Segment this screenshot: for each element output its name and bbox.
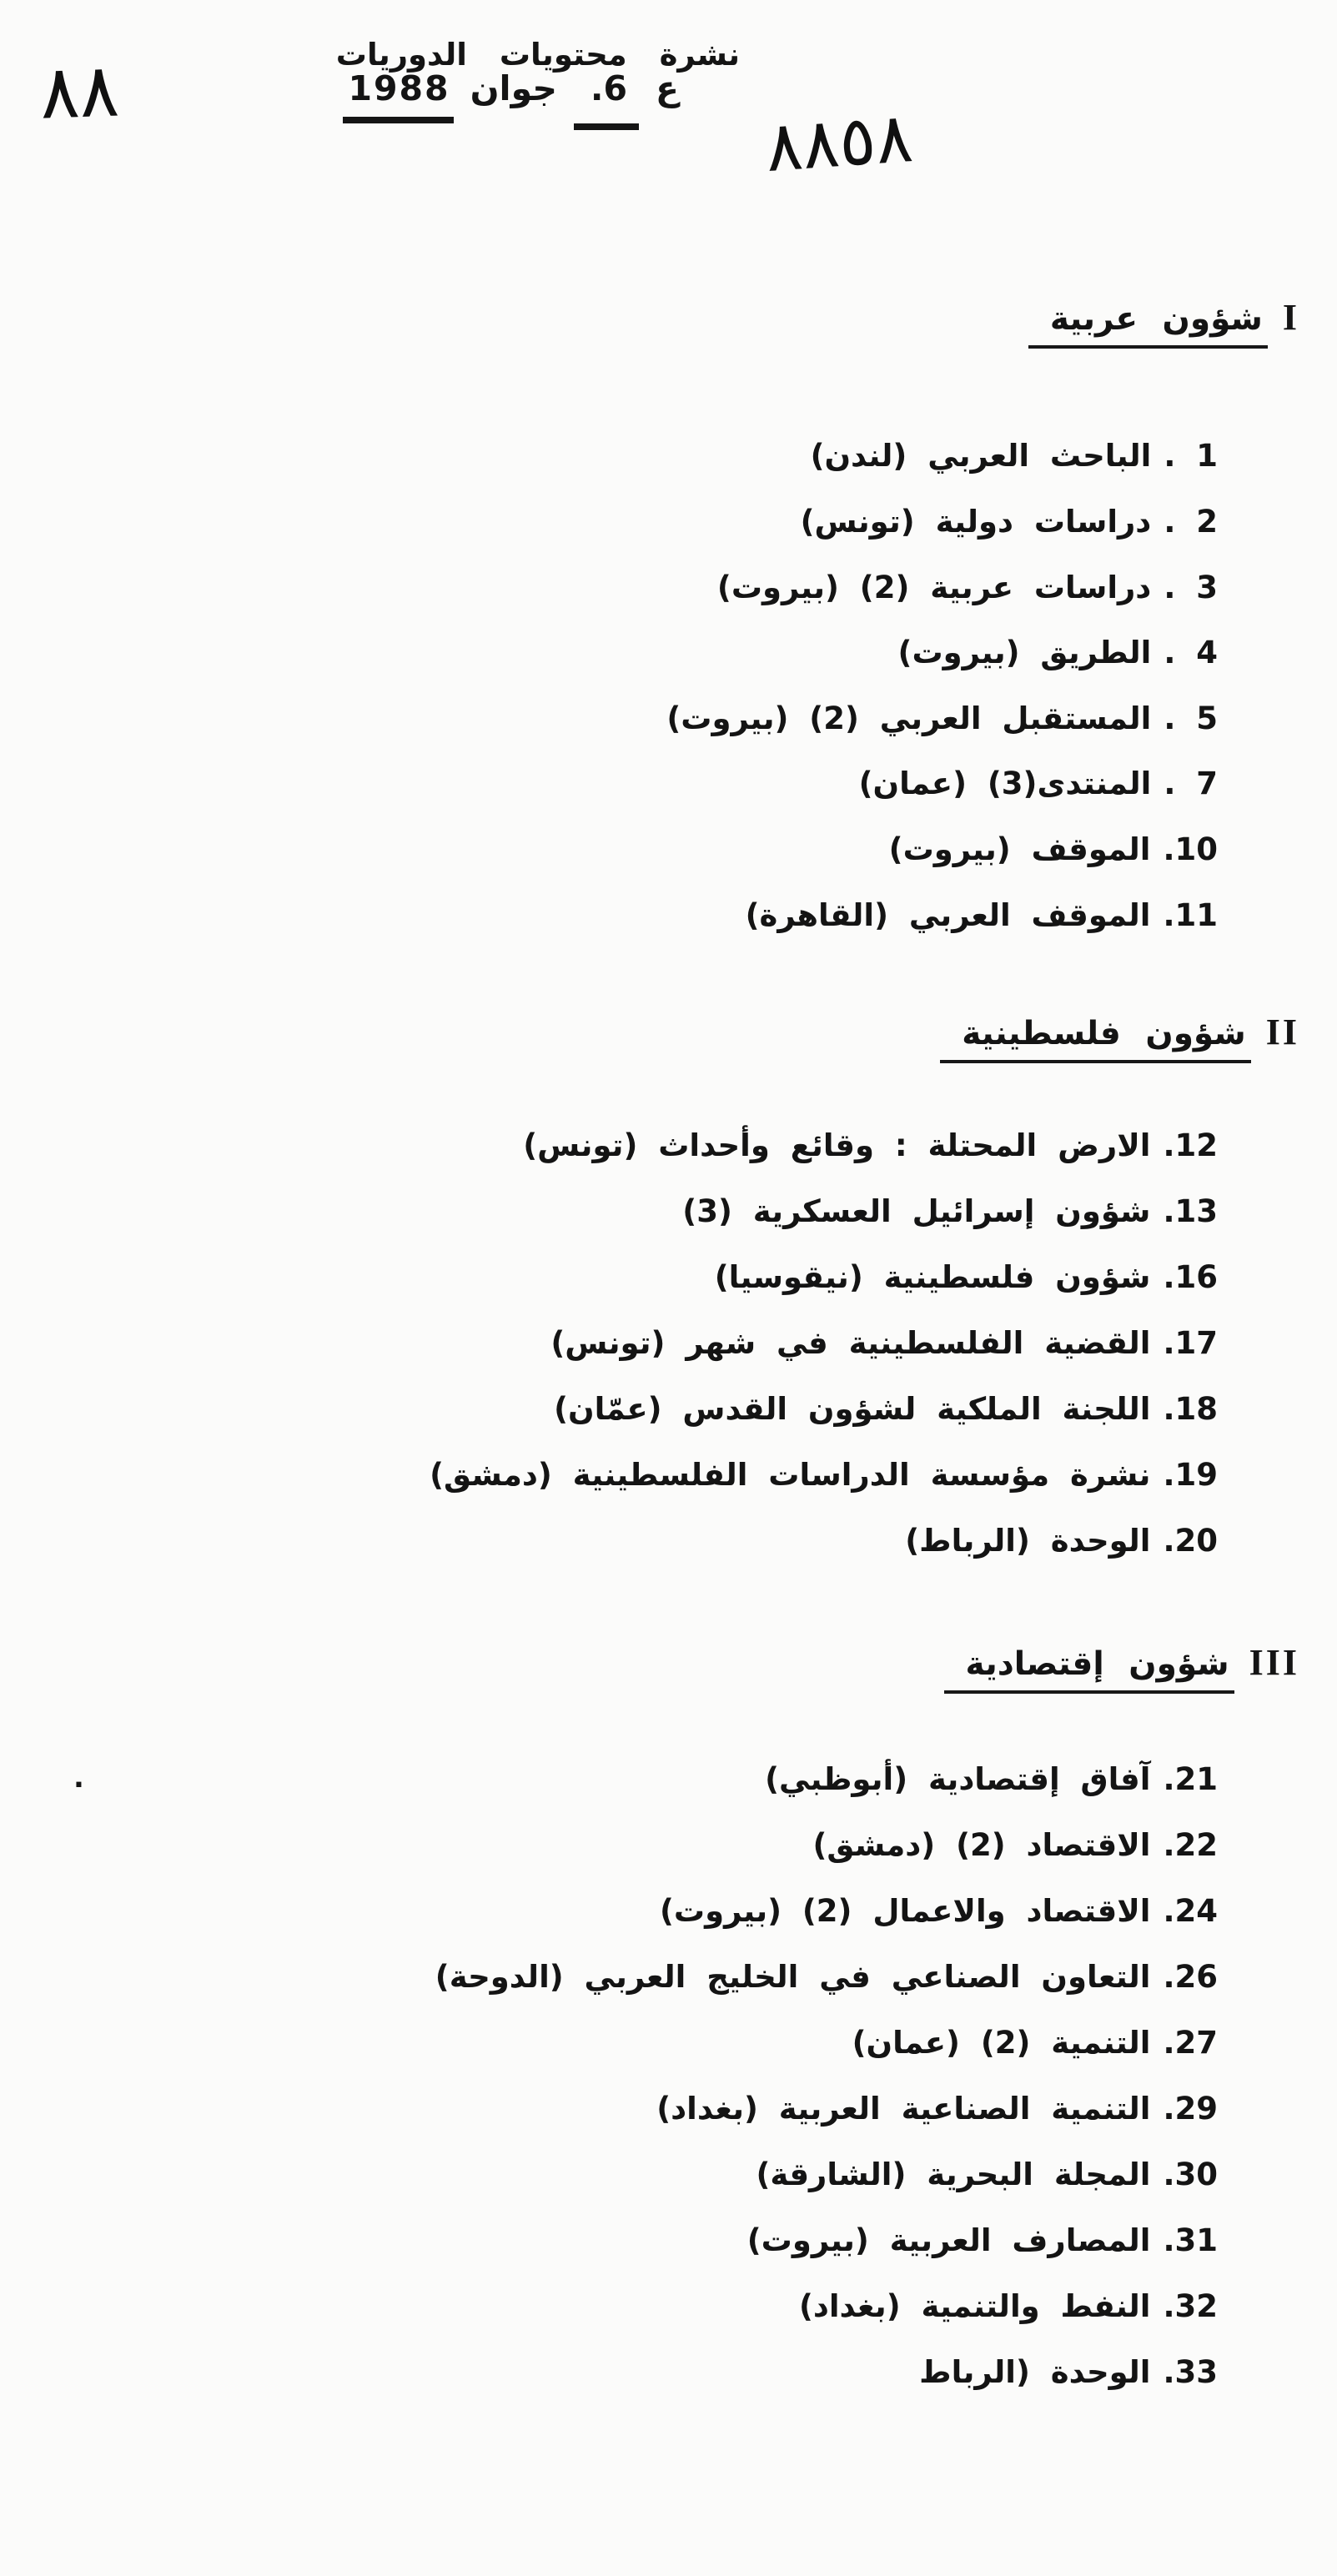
- item-number: 24.: [1163, 1893, 1218, 1929]
- item-title: الوحدة (الرباط: [919, 2354, 1151, 2390]
- toc-item: [660, 1893, 1218, 1929]
- toc-item: [682, 1193, 1218, 1229]
- section-numeral: III: [1249, 1642, 1299, 1683]
- item-title: آفاق إقتصادية (أبوظبي): [765, 1761, 1151, 1797]
- item-title: الوحدة (الرباط): [905, 1523, 1151, 1559]
- item-number: 30.: [1163, 2157, 1218, 2192]
- item-title: التعاون الصناعي في الخليج العربي (الدوحة): [435, 1959, 1151, 1995]
- item-number: 17.: [1163, 1325, 1218, 1361]
- toc-item: [747, 2222, 1218, 2258]
- item-title: شؤون فلسطينية (نيقوسيا): [714, 1259, 1151, 1295]
- handwritten-number-right: ٨٨٥٨: [762, 98, 916, 188]
- issue-year: 1988: [343, 68, 453, 123]
- section-title: شؤون عربية: [1028, 300, 1268, 349]
- item-title: دراسات دولية (تونس): [800, 504, 1152, 540]
- item-title: المجلة البحرية (الشارقة): [756, 2157, 1151, 2192]
- toc-item: [898, 635, 1218, 670]
- section-heading-palestinian-affairs: [940, 1011, 1299, 1063]
- toc-item: [430, 1457, 1218, 1493]
- item-number: 33.: [1163, 2354, 1218, 2390]
- item-title: الارض المحتلة : وقائع وأحداث (تونس): [523, 1127, 1151, 1163]
- item-title: شؤون إسرائيل العسكرية (3): [682, 1193, 1151, 1229]
- issue-prefix: ع: [655, 68, 679, 108]
- item-number: 5 .: [1164, 700, 1218, 736]
- item-number: 3 .: [1164, 570, 1218, 605]
- item-number: 16.: [1163, 1259, 1218, 1295]
- item-title: اللجنة الملكية لشؤون القدس (عمّان): [554, 1391, 1151, 1427]
- toc-item: [812, 1827, 1218, 1863]
- item-number: 12.: [1163, 1127, 1218, 1163]
- item-number: 21.: [1163, 1761, 1218, 1797]
- item-number: 26.: [1163, 1959, 1218, 1995]
- toc-item: [801, 504, 1218, 540]
- item-title: الباحث العربي (لندن): [810, 438, 1152, 474]
- toc-item: [905, 1523, 1218, 1559]
- item-title: القضية الفلسطينية في شهر (تونس): [550, 1325, 1151, 1361]
- section-numeral: II: [1265, 1012, 1299, 1052]
- item-number: 29.: [1163, 2091, 1218, 2127]
- toc-item: [523, 1127, 1218, 1163]
- item-number: 18.: [1163, 1391, 1218, 1427]
- item-number: 4 .: [1164, 635, 1218, 670]
- item-title: النفط والتنمية (بغداد): [798, 2288, 1151, 2324]
- item-title: المستقبل العربي (2) (بيروت): [666, 700, 1152, 736]
- toc-item: [852, 2025, 1218, 2061]
- toc-item: [717, 570, 1218, 605]
- toc-item: [765, 1761, 1218, 1797]
- item-number: 27.: [1163, 2025, 1218, 2061]
- item-number: 7 .: [1164, 766, 1218, 801]
- toc-item: [756, 2157, 1218, 2192]
- toc-item: [811, 438, 1218, 474]
- item-title: المنتدى(3) (عمان): [858, 766, 1152, 801]
- issue-line: [343, 68, 679, 130]
- item-title: نشرة مؤسسة الدراسات الفلسطينية (دمشق): [430, 1457, 1151, 1493]
- toc-item: [666, 700, 1218, 736]
- section-heading-arab-affairs: [1028, 296, 1299, 349]
- stray-dot-mark: .: [73, 1761, 84, 1795]
- item-title: الاقتصاد والاعمال (2) (بيروت): [659, 1893, 1151, 1929]
- toc-item: [656, 2091, 1218, 2127]
- item-number: 10.: [1163, 831, 1218, 867]
- item-number: 13.: [1163, 1193, 1218, 1229]
- section-title: شؤون إقتصادية: [944, 1645, 1234, 1694]
- issue-month: جوان: [470, 68, 557, 108]
- section-title: شؤون فلسطينية: [940, 1015, 1250, 1063]
- item-number: 31.: [1163, 2222, 1218, 2258]
- item-title: المصارف العربية (بيروت): [746, 2222, 1151, 2258]
- issue-number: 6.: [574, 68, 639, 130]
- section-heading-economic-affairs: [944, 1641, 1300, 1694]
- item-number: 22.: [1163, 1827, 1218, 1863]
- toc-item: [799, 2288, 1218, 2324]
- item-title: التنمية الصناعية العربية (بغداد): [656, 2091, 1151, 2127]
- section-numeral: I: [1282, 297, 1299, 338]
- item-number: 32.: [1163, 2288, 1218, 2324]
- toc-item: [435, 1959, 1218, 1995]
- toc-item: [554, 1391, 1218, 1427]
- item-number: 19.: [1163, 1457, 1218, 1493]
- handwritten-number-left: ٨٨: [38, 47, 121, 136]
- item-title: الموقف (بيروت): [888, 831, 1151, 867]
- toc-item: [550, 1325, 1218, 1361]
- item-number: 1 .: [1164, 438, 1218, 474]
- item-title: الطريق (بيروت): [897, 635, 1152, 670]
- item-number: 20.: [1163, 1523, 1218, 1559]
- bulletin-title: نشرة محتويات الدوريات: [335, 37, 740, 73]
- toc-item: [859, 766, 1218, 801]
- item-title: التنمية (2) (عمان): [852, 2025, 1151, 2061]
- item-title: الاقتصاد (2) (دمشق): [812, 1827, 1151, 1863]
- item-number: 2 .: [1164, 504, 1218, 540]
- item-number: 11.: [1163, 897, 1218, 933]
- toc-item: [746, 897, 1218, 933]
- toc-item: [919, 2354, 1218, 2390]
- item-title: الموقف العربي (القاهرة): [745, 897, 1151, 933]
- toc-item: [715, 1259, 1218, 1295]
- toc-item: [889, 831, 1218, 867]
- item-title: دراسات عربية (2) (بيروت): [716, 570, 1152, 605]
